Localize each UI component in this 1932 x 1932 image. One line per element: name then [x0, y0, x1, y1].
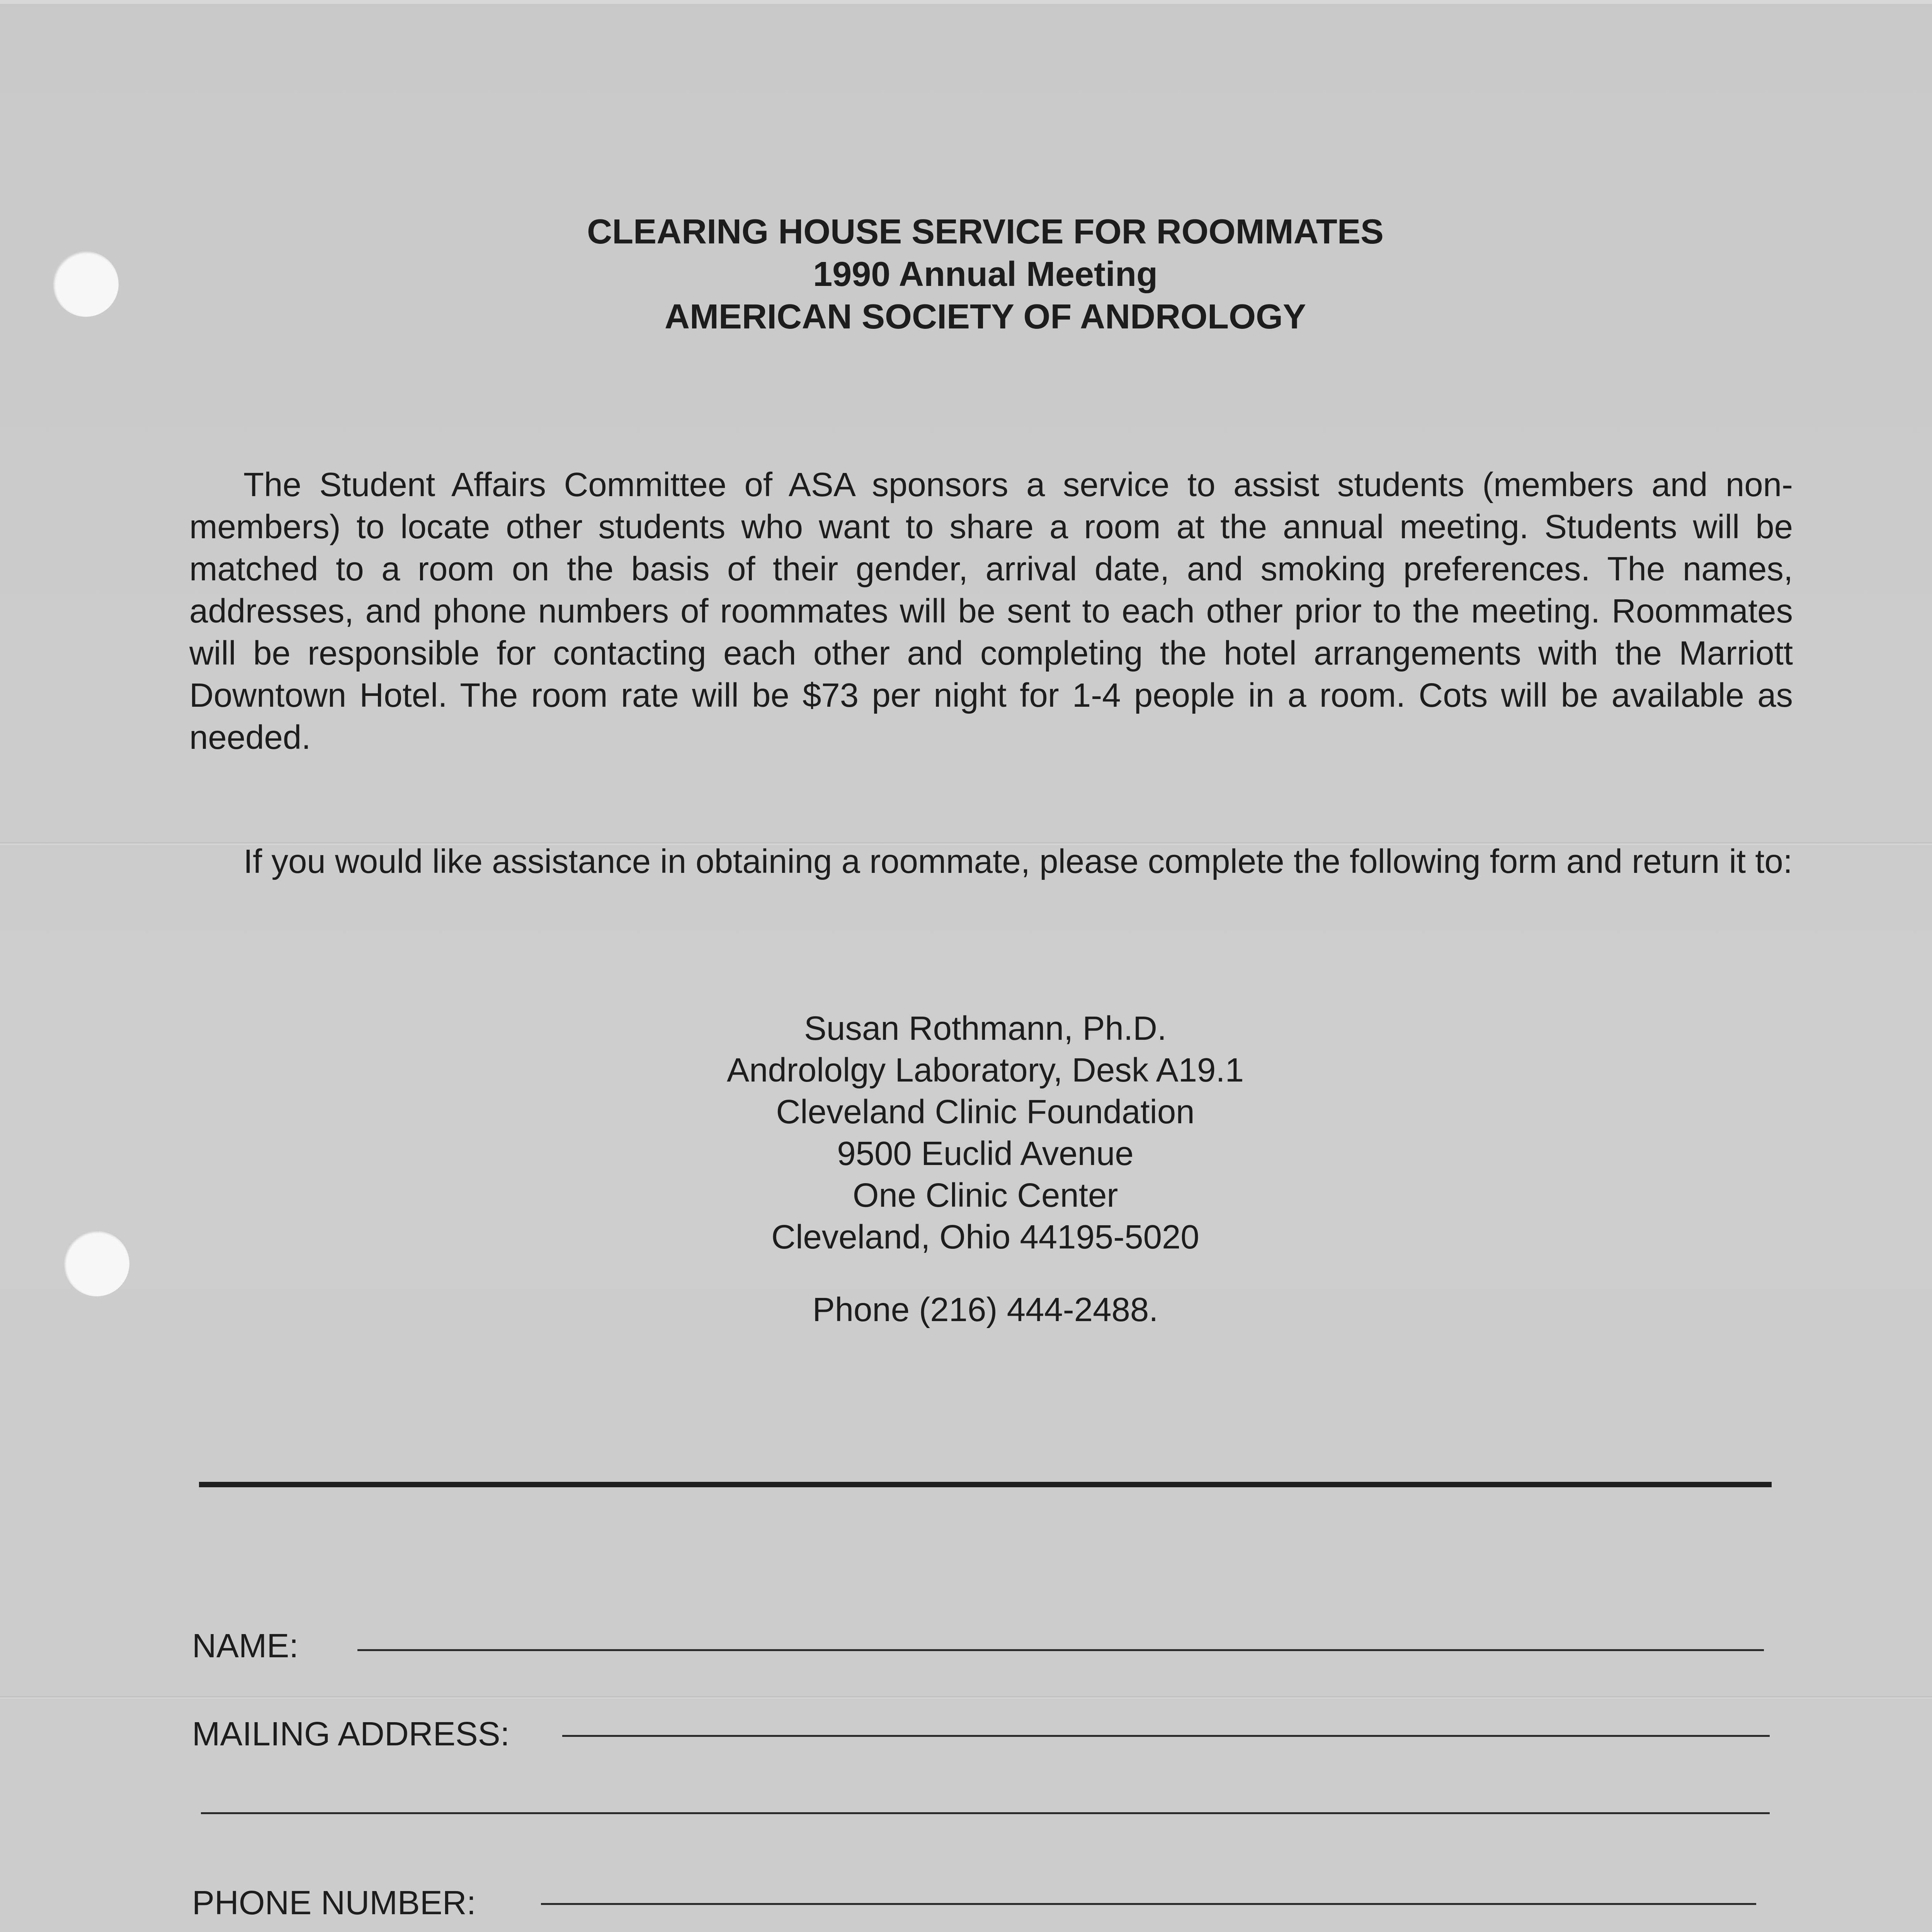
instruction-paragraph-text: If you would like assistance in obtaining a roommate, please complete the following form and return it to: — [243, 843, 1793, 880]
phone-number-label: PHONE NUMBER: — [192, 1884, 476, 1922]
heading-service: CLEARING HOUSE SERVICE FOR ROOMMATES — [587, 213, 1384, 251]
name-label: NAME: — [192, 1627, 299, 1665]
mailing-address-field-line2[interactable] — [201, 1812, 1770, 1814]
document-heading — [193, 211, 1777, 338]
address-organization: Cleveland Clinic Foundation — [776, 1093, 1195, 1131]
intro-paragraph-text: The Student Affairs Committee of ASA sponsors a service to assist students (members and non-members) to locate other students who want to share a room at the annual meeting. Students will be matched to a room on the basis of their gender, arrival date, and smoking preferences. The names, addresses, and phone numbers of roommates will be sent to each other prior to the meeting. Roommates will be responsible for contacting each other and completing the hotel arrangements with the Marriott Downtown Hotel. The room rate will be $73 per night for 1-4 people in a room. Cots will be available as needed. — [189, 466, 1793, 756]
heading-meeting: 1990 Annual Meeting — [813, 255, 1158, 294]
form-divider — [199, 1482, 1772, 1487]
phone-number-field[interactable] — [541, 1903, 1756, 1905]
intro-paragraph — [189, 464, 1793, 759]
punch-hole-top — [53, 251, 119, 317]
fold-crease-lower — [0, 1696, 1932, 1699]
address-building: One Clinic Center — [852, 1177, 1118, 1214]
mailing-address-field[interactable] — [562, 1735, 1770, 1737]
return-address — [386, 1008, 1584, 1331]
address-phone: Phone (216) 444-2488. — [812, 1291, 1158, 1328]
mailing-address-label: MAILING ADDRESS: — [192, 1715, 510, 1753]
address-department: Andrololgy Laboratory, Desk A19.1 — [726, 1051, 1244, 1089]
address-street: 9500 Euclid Avenue — [837, 1135, 1134, 1172]
page-top-edge — [0, 0, 1932, 4]
punch-hole-middle — [64, 1231, 129, 1296]
heading-society: AMERICAN SOCIETY OF ANDROLOGY — [664, 298, 1306, 336]
instruction-paragraph — [189, 840, 1793, 883]
address-city: Cleveland, Ohio 44195-5020 — [771, 1218, 1199, 1256]
name-field[interactable] — [357, 1649, 1764, 1651]
address-name: Susan Rothmann, Ph.D. — [804, 1010, 1167, 1047]
